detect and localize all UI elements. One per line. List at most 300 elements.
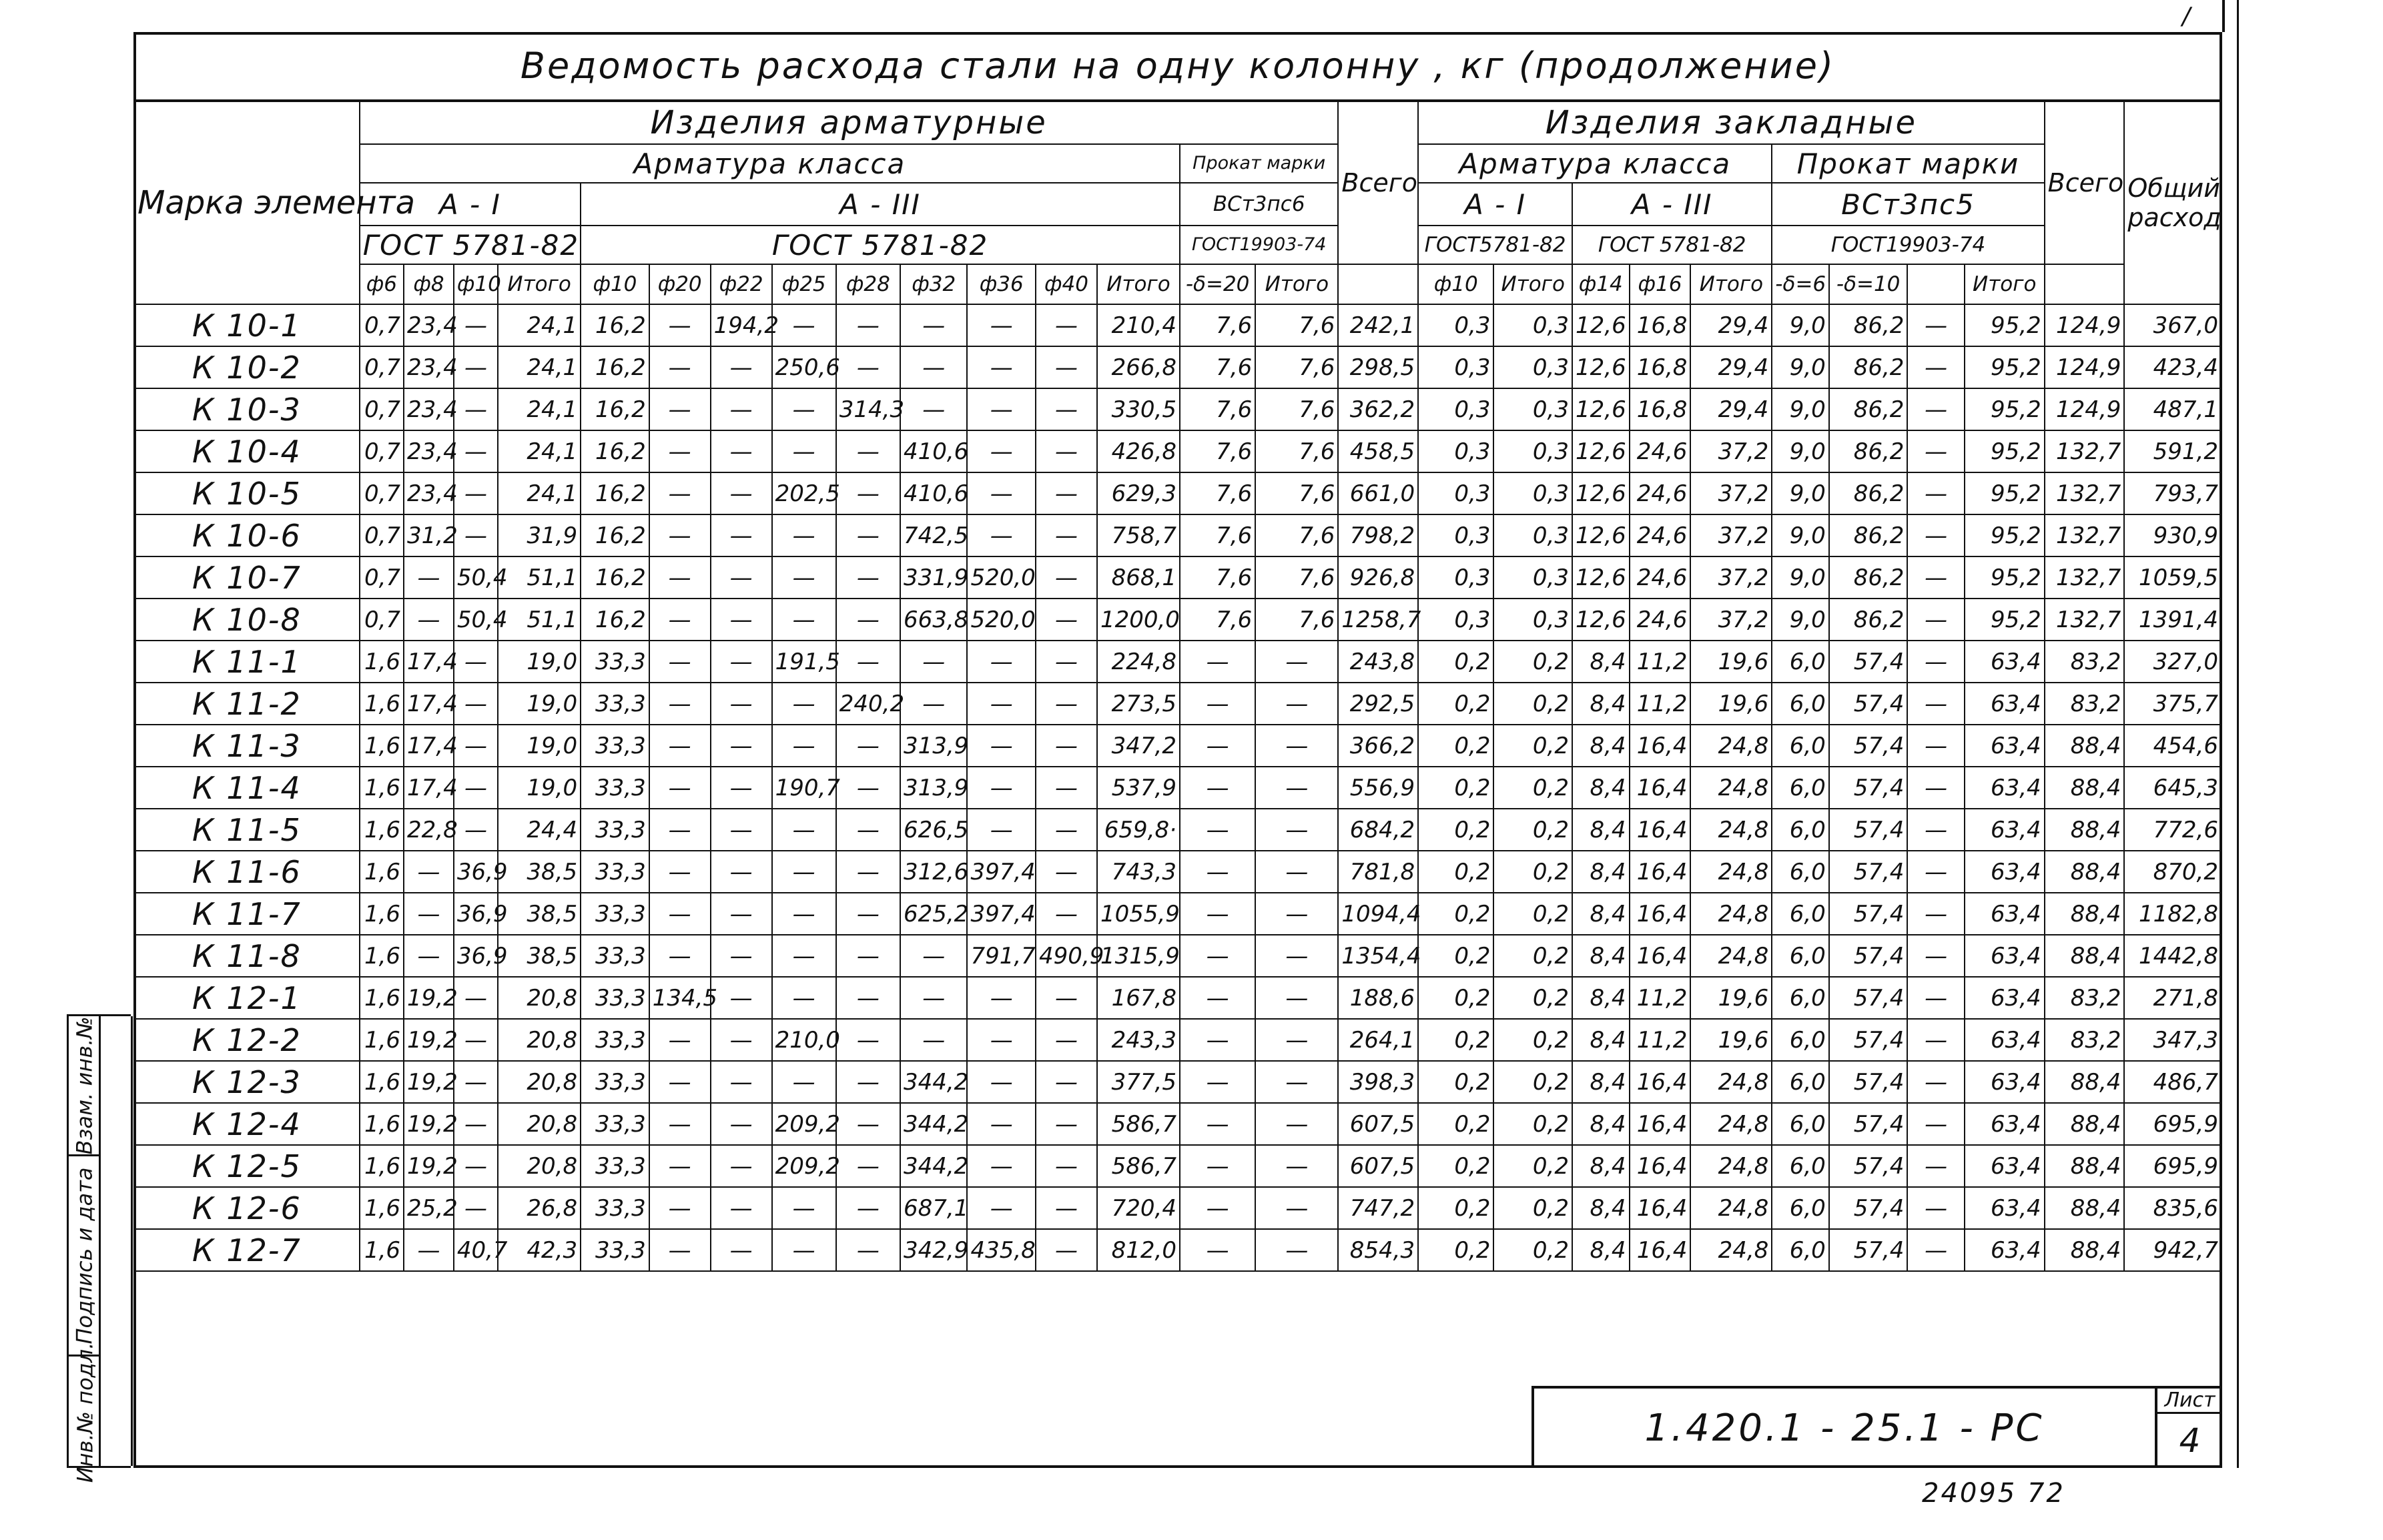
table-cell: —: [1036, 1229, 1097, 1271]
table-cell: —: [1036, 893, 1097, 935]
table-cell: 95,2: [1965, 599, 2045, 641]
table-cell: —: [454, 514, 498, 556]
table-cell: 24,1: [498, 346, 581, 388]
table-cell: 19,6: [1690, 977, 1772, 1019]
table-cell: —: [967, 1187, 1036, 1229]
table-cell: —: [711, 1187, 772, 1229]
table-cell: —: [1907, 893, 1965, 935]
table-cell: 57,4: [1829, 683, 1908, 725]
column-header: ф20: [649, 264, 711, 304]
table-cell: 12,6: [1572, 304, 1630, 346]
table-cell: —: [649, 935, 711, 977]
table-cell: 19,6: [1690, 641, 1772, 683]
table-cell: 591,2: [2124, 430, 2222, 472]
header-class-a3: А - III: [581, 183, 1180, 226]
table-cell: 33,3: [581, 1103, 649, 1145]
table-cell: 83,2: [2045, 683, 2125, 725]
table-cell: —: [454, 346, 498, 388]
sheet-title: Ведомость расхода стали на одну колонну , кг (продолжение): [133, 32, 2222, 101]
table-cell: 16,2: [581, 430, 649, 472]
table-cell: 586,7: [1097, 1145, 1180, 1187]
table-cell: 1258,7: [1338, 599, 1418, 641]
table-cell: 57,4: [1829, 1187, 1908, 1229]
element-mark: К 11-2: [134, 683, 360, 725]
table-cell: —: [454, 1103, 498, 1145]
table-cell: —: [404, 599, 454, 641]
table-cell: 24,4: [498, 809, 581, 851]
element-mark: К 12-3: [134, 1061, 360, 1103]
table-cell: —: [454, 472, 498, 514]
table-cell: 8,4: [1572, 1061, 1630, 1103]
table-cell: —: [772, 683, 836, 725]
table-cell: —: [1255, 767, 1338, 809]
table-cell: 95,2: [1965, 346, 2045, 388]
table-cell: 24,8: [1690, 851, 1772, 893]
element-mark: К 10-2: [134, 346, 360, 388]
table-cell: —: [900, 388, 967, 430]
element-mark: К 11-4: [134, 767, 360, 809]
table-cell: 720,4: [1097, 1187, 1180, 1229]
table-cell: 63,4: [1965, 1229, 2045, 1271]
table-cell: 242,1: [1338, 304, 1418, 346]
table-cell: 33,3: [581, 1061, 649, 1103]
table-cell: 0,2: [1493, 1061, 1572, 1103]
table-cell: 6,0: [1772, 1061, 1829, 1103]
table-cell: 24,8: [1690, 935, 1772, 977]
table-cell: —: [900, 304, 967, 346]
table-cell: 342,9: [900, 1229, 967, 1271]
table-cell: 37,2: [1690, 430, 1772, 472]
table-cell: —: [1255, 1229, 1338, 1271]
table-cell: 88,4: [2045, 1103, 2125, 1145]
table-cell: —: [454, 430, 498, 472]
table-cell: —: [1180, 1103, 1255, 1145]
sheet-number: 4: [2179, 1421, 2201, 1460]
table-cell: 426,8: [1097, 430, 1180, 472]
table-cell: 19,6: [1690, 1019, 1772, 1061]
table-cell: 20,8: [498, 977, 581, 1019]
table-cell: 695,9: [2124, 1103, 2222, 1145]
table-cell: 250,6: [772, 346, 836, 388]
table-cell: 6,0: [1772, 893, 1829, 935]
table-cell: 63,4: [1965, 1187, 2045, 1229]
table-cell: 190,7: [772, 767, 836, 809]
table-cell: —: [772, 1229, 836, 1271]
table-cell: 0,2: [1493, 851, 1572, 893]
table-cell: 19,2: [404, 1145, 454, 1187]
table-cell: 0,7: [360, 556, 404, 599]
header-class-a1: А - I: [360, 183, 581, 226]
table-cell: 0,2: [1493, 1145, 1572, 1187]
element-mark: К 11-7: [134, 893, 360, 935]
table-cell: 40,7: [454, 1229, 498, 1271]
table-cell: 0,3: [1493, 514, 1572, 556]
table-cell: 7,6: [1255, 304, 1338, 346]
table-cell: 57,4: [1829, 851, 1908, 893]
table-row: [134, 1145, 2222, 1187]
table-cell: 16,4: [1630, 1103, 1691, 1145]
table-cell: 0,2: [1418, 725, 1493, 767]
table-cell: 0,3: [1418, 430, 1493, 472]
element-mark: К 12-7: [134, 1229, 360, 1271]
table-cell: 8,4: [1572, 935, 1630, 977]
table-cell: 33,3: [581, 809, 649, 851]
table-cell: 209,2: [772, 1145, 836, 1187]
table-row: [134, 472, 2222, 514]
table-cell: 0,3: [1418, 388, 1493, 430]
table-cell: —: [1180, 893, 1255, 935]
table-cell: 132,7: [2045, 472, 2125, 514]
table-cell: —: [454, 977, 498, 1019]
table-cell: 271,8: [2124, 977, 2222, 1019]
table-cell: 88,4: [2045, 1229, 2125, 1271]
table-cell: —: [711, 851, 772, 893]
side-col-left: [69, 1016, 101, 1483]
element-mark: К 11-3: [134, 725, 360, 767]
table-cell: 7,6: [1180, 514, 1255, 556]
table-cell: 292,5: [1338, 683, 1418, 725]
table-cell: —: [772, 304, 836, 346]
table-cell: 20,8: [498, 1145, 581, 1187]
table-cell: 0,7: [360, 514, 404, 556]
table-cell: —: [967, 304, 1036, 346]
table-cell: 12,6: [1572, 430, 1630, 472]
table-cell: —: [836, 1103, 900, 1145]
table-cell: 0,3: [1418, 472, 1493, 514]
table-cell: —: [404, 935, 454, 977]
table-cell: —: [649, 1061, 711, 1103]
element-mark: К 10-4: [134, 430, 360, 472]
table-cell: 26,8: [498, 1187, 581, 1229]
table-row: [134, 599, 2222, 641]
table-cell: —: [967, 809, 1036, 851]
table-cell: —: [772, 556, 836, 599]
table-cell: —: [454, 304, 498, 346]
table-cell: 0,2: [1493, 725, 1572, 767]
table-cell: 63,4: [1965, 893, 2045, 935]
table-cell: 86,2: [1829, 304, 1908, 346]
table-row: [134, 725, 2222, 767]
table-cell: 29,4: [1690, 304, 1772, 346]
table-cell: —: [836, 514, 900, 556]
element-mark: К 11-1: [134, 641, 360, 683]
column-header: -δ=6: [1772, 264, 1829, 304]
table-cell: —: [1180, 851, 1255, 893]
table-cell: 36,9: [454, 851, 498, 893]
table-cell: 327,0: [2124, 641, 2222, 683]
table-cell: 24,8: [1690, 1103, 1772, 1145]
header-vst3ps5: ВСт3пс5: [1772, 183, 2044, 226]
column-header: Итого: [1255, 264, 1338, 304]
table-cell: 33,3: [581, 683, 649, 725]
table-cell: —: [711, 935, 772, 977]
table-cell: 124,9: [2045, 346, 2125, 388]
table-cell: —: [967, 767, 1036, 809]
table-cell: 57,4: [1829, 893, 1908, 935]
column-header-row: [134, 264, 2222, 304]
table-cell: 57,4: [1829, 935, 1908, 977]
table-cell: —: [1907, 683, 1965, 725]
table-cell: —: [649, 1019, 711, 1061]
table-cell: 24,6: [1630, 514, 1691, 556]
table-cell: —: [454, 1061, 498, 1103]
table-cell: 791,7: [967, 935, 1036, 977]
table-cell: —: [836, 977, 900, 1019]
table-cell: 556,9: [1338, 767, 1418, 809]
table-row: [134, 556, 2222, 599]
table-cell: 607,5: [1338, 1145, 1418, 1187]
table-cell: —: [1036, 683, 1097, 725]
table-cell: 9,0: [1772, 556, 1829, 599]
table-cell: 9,0: [1772, 472, 1829, 514]
table-cell: 33,3: [581, 851, 649, 893]
table-cell: 367,0: [2124, 304, 2222, 346]
column-header: ф28: [836, 264, 900, 304]
element-mark: К 10-8: [134, 599, 360, 641]
table-cell: 0,2: [1493, 683, 1572, 725]
table-cell: 1315,9: [1097, 935, 1180, 977]
table-cell: 38,5: [498, 935, 581, 977]
header-gost-2: ГОСТ 5781-82: [581, 226, 1180, 264]
column-header-total2-spacer: [2045, 264, 2125, 304]
table-cell: —: [1180, 1187, 1255, 1229]
table-cell: 742,5: [900, 514, 967, 556]
table-cell: 16,4: [1630, 767, 1691, 809]
table-cell: 83,2: [2045, 641, 2125, 683]
table-cell: 377,5: [1097, 1061, 1180, 1103]
table-cell: —: [1907, 514, 1965, 556]
table-cell: —: [1907, 1145, 1965, 1187]
table-cell: 8,4: [1572, 1145, 1630, 1187]
table-cell: —: [711, 1145, 772, 1187]
table-cell: 16,2: [581, 472, 649, 514]
table-cell: —: [404, 851, 454, 893]
table-cell: 0,3: [1493, 388, 1572, 430]
table-cell: 33,3: [581, 935, 649, 977]
table-cell: —: [772, 1187, 836, 1229]
table-cell: 1,6: [360, 1061, 404, 1103]
table-cell: —: [772, 388, 836, 430]
table-cell: 16,4: [1630, 1061, 1691, 1103]
table-cell: 24,6: [1630, 472, 1691, 514]
table-cell: 63,4: [1965, 809, 2045, 851]
table-cell: 50,4: [454, 599, 498, 641]
element-mark: К 11-5: [134, 809, 360, 851]
table-cell: 397,4: [967, 851, 1036, 893]
header-gost-6: ГОСТ19903-74: [1772, 226, 2044, 264]
table-cell: 24,8: [1690, 1187, 1772, 1229]
table-cell: 24,6: [1630, 430, 1691, 472]
table-cell: —: [1180, 977, 1255, 1019]
table-cell: —: [711, 725, 772, 767]
header-vst3ps6: ВСт3пс6: [1180, 183, 1338, 226]
table-cell: —: [649, 556, 711, 599]
table-cell: 6,0: [1772, 1019, 1829, 1061]
table-cell: 684,2: [1338, 809, 1418, 851]
table-cell: 298,5: [1338, 346, 1418, 388]
table-cell: 63,4: [1965, 1103, 2045, 1145]
table-cell: 435,8: [967, 1229, 1036, 1271]
table-cell: 95,2: [1965, 556, 2045, 599]
table-cell: —: [454, 809, 498, 851]
table-cell: 57,4: [1829, 977, 1908, 1019]
column-header: ф36: [967, 264, 1036, 304]
table-cell: 132,7: [2045, 514, 2125, 556]
table-cell: 344,2: [900, 1103, 967, 1145]
table-cell: —: [772, 514, 836, 556]
table-cell: —: [649, 767, 711, 809]
column-header: Итого: [1965, 264, 2045, 304]
table-cell: 607,5: [1338, 1103, 1418, 1145]
table-cell: —: [649, 1145, 711, 1187]
table-cell: —: [1255, 893, 1338, 935]
table-cell: 33,3: [581, 977, 649, 1019]
table-cell: 33,3: [581, 641, 649, 683]
side-cell-inv: [69, 1342, 101, 1483]
table-cell: 0,7: [360, 346, 404, 388]
table-cell: —: [1907, 388, 1965, 430]
table-cell: —: [1036, 1019, 1097, 1061]
table-cell: 209,2: [772, 1103, 836, 1145]
table-cell: —: [1036, 1187, 1097, 1229]
table-cell: —: [711, 683, 772, 725]
table-cell: 17,4: [404, 683, 454, 725]
table-cell: —: [1907, 725, 1965, 767]
table-cell: 8,4: [1572, 809, 1630, 851]
table-cell: —: [711, 346, 772, 388]
steel-consumption-table: [133, 101, 2222, 1272]
table-cell: 0,2: [1493, 977, 1572, 1019]
table-cell: 870,2: [2124, 851, 2222, 893]
table-cell: 6,0: [1772, 1229, 1829, 1271]
table-cell: 1,6: [360, 1019, 404, 1061]
table-cell: 19,2: [404, 977, 454, 1019]
table-cell: 16,4: [1630, 725, 1691, 767]
table-cell: 7,6: [1180, 346, 1255, 388]
table-cell: 0,2: [1418, 641, 1493, 683]
table-cell: —: [649, 809, 711, 851]
table-cell: 772,6: [2124, 809, 2222, 851]
table-cell: 8,4: [1572, 1103, 1630, 1145]
table-cell: 86,2: [1829, 556, 1908, 599]
header-gost-1: ГОСТ 5781-82: [360, 226, 581, 264]
table-cell: 398,3: [1338, 1061, 1418, 1103]
table-cell: —: [1036, 472, 1097, 514]
table-cell: 88,4: [2045, 851, 2125, 893]
table-cell: 29,4: [1690, 346, 1772, 388]
element-mark: К 10-1: [134, 304, 360, 346]
table-cell: 835,6: [2124, 1187, 2222, 1229]
table-cell: 520,0: [967, 556, 1036, 599]
table-row: [134, 514, 2222, 556]
table-cell: —: [711, 767, 772, 809]
table-cell: 0,3: [1493, 346, 1572, 388]
table-cell: 8,4: [1572, 1229, 1630, 1271]
table-cell: 0,3: [1418, 304, 1493, 346]
table-cell: 758,7: [1097, 514, 1180, 556]
table-cell: —: [454, 1187, 498, 1229]
table-cell: —: [967, 1103, 1036, 1145]
table-cell: —: [1180, 767, 1255, 809]
table-row: [134, 851, 2222, 893]
table-cell: 486,7: [2124, 1061, 2222, 1103]
table-cell: 0,2: [1418, 1019, 1493, 1061]
table-cell: 33,3: [581, 1019, 649, 1061]
column-header: ф16: [1630, 264, 1691, 304]
table-cell: 0,2: [1493, 767, 1572, 809]
table-cell: 6,0: [1772, 725, 1829, 767]
table-cell: —: [1180, 1019, 1255, 1061]
table-cell: 19,0: [498, 641, 581, 683]
table-cell: 6,0: [1772, 935, 1829, 977]
table-cell: 6,0: [1772, 851, 1829, 893]
table-cell: 16,4: [1630, 851, 1691, 893]
table-cell: 33,3: [581, 767, 649, 809]
table-cell: 86,2: [1829, 599, 1908, 641]
table-cell: —: [1180, 683, 1255, 725]
table-cell: 854,3: [1338, 1229, 1418, 1271]
table-cell: 57,4: [1829, 1229, 1908, 1271]
table-cell: —: [649, 893, 711, 935]
table-cell: —: [649, 514, 711, 556]
table-cell: 86,2: [1829, 430, 1908, 472]
table-cell: —: [772, 599, 836, 641]
table-cell: 88,4: [2045, 1145, 2125, 1187]
table-cell: 16,4: [1630, 809, 1691, 851]
table-cell: 50,4: [454, 556, 498, 599]
table-cell: 124,9: [2045, 388, 2125, 430]
table-cell: —: [649, 1229, 711, 1271]
table-cell: 659,8·: [1097, 809, 1180, 851]
table-cell: —: [649, 346, 711, 388]
table-cell: 7,6: [1180, 472, 1255, 514]
table-cell: 0,2: [1493, 641, 1572, 683]
column-header: ф10: [454, 264, 498, 304]
table-cell: 8,4: [1572, 1019, 1630, 1061]
table-cell: 95,2: [1965, 430, 2045, 472]
table-row: [134, 430, 2222, 472]
header-gost-4: ГОСТ5781-82: [1418, 226, 1572, 264]
table-cell: 16,4: [1630, 1187, 1691, 1229]
table-cell: 57,4: [1829, 1145, 1908, 1187]
side-label-inv-podl: Инв.№ подл.: [72, 1342, 97, 1483]
table-cell: 16,4: [1630, 935, 1691, 977]
table-cell: 9,0: [1772, 304, 1829, 346]
table-row: [134, 1019, 2222, 1061]
table-cell: —: [711, 893, 772, 935]
table-cell: 7,6: [1255, 346, 1338, 388]
table-cell: 210,0: [772, 1019, 836, 1061]
table-cell: 1,6: [360, 683, 404, 725]
table-cell: —: [454, 767, 498, 809]
table-cell: 16,2: [581, 304, 649, 346]
header-total-2: Всего: [2045, 101, 2125, 264]
table-cell: —: [711, 599, 772, 641]
table-cell: 490,9: [1036, 935, 1097, 977]
column-header: ф22: [711, 264, 772, 304]
table-cell: 88,4: [2045, 725, 2125, 767]
table-cell: —: [649, 430, 711, 472]
table-cell: —: [1180, 1145, 1255, 1187]
table-cell: 7,6: [1255, 599, 1338, 641]
table-cell: 1,6: [360, 767, 404, 809]
table-cell: —: [1036, 1145, 1097, 1187]
table-cell: —: [1907, 599, 1965, 641]
table-cell: —: [967, 472, 1036, 514]
table-cell: 781,8: [1338, 851, 1418, 893]
table-cell: —: [454, 641, 498, 683]
table-cell: 86,2: [1829, 388, 1908, 430]
